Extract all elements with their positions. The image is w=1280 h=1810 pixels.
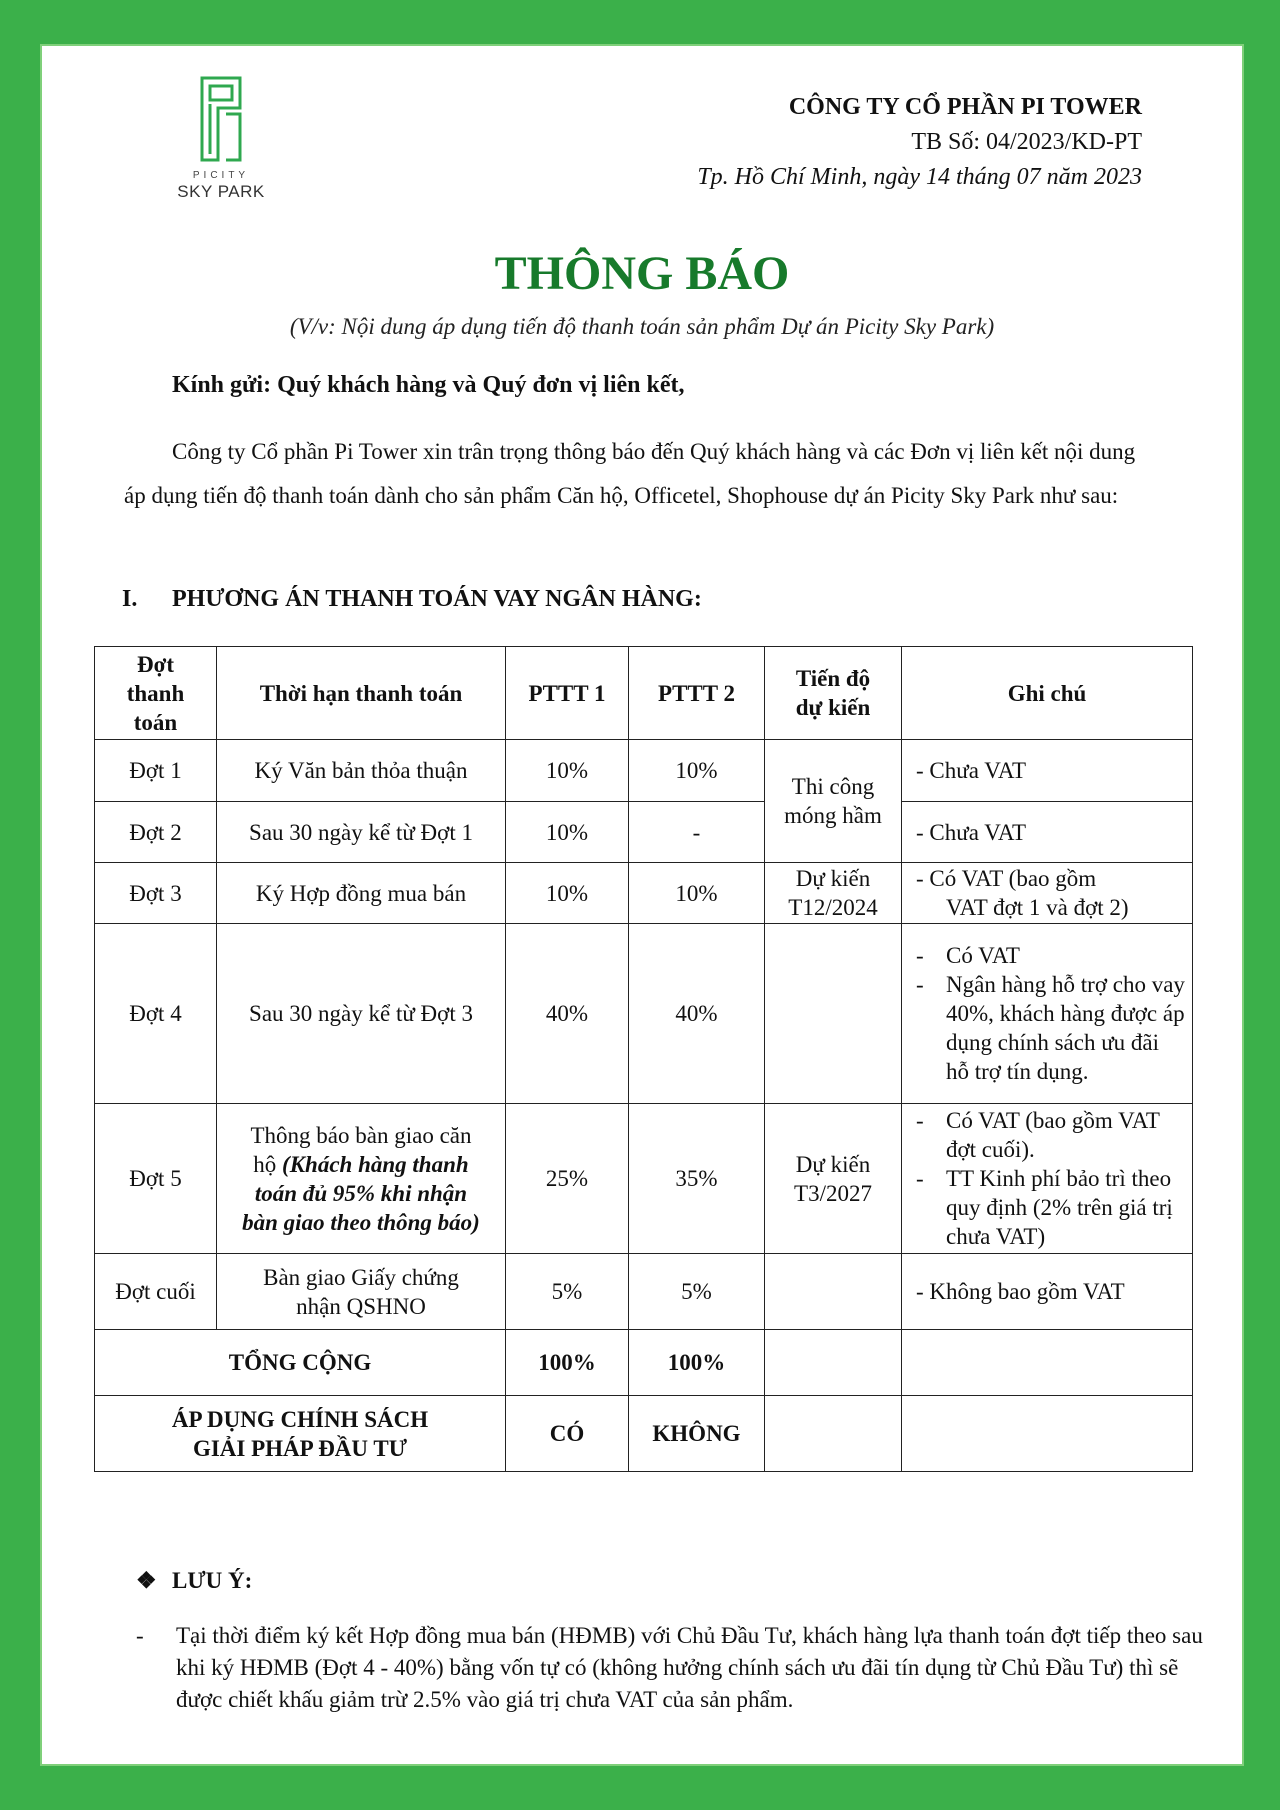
cell-phase: Đợt 3: [95, 863, 217, 924]
cell-progress: [765, 924, 902, 1104]
note-line: - Có VAT (bao gồm: [916, 866, 1097, 891]
cell-note: - Chưa VAT: [902, 802, 1193, 863]
policy-label: ÁP DỤNG CHÍNH SÁCH GIẢI PHÁP ĐẦU TƯ: [95, 1396, 506, 1472]
table-row: [95, 802, 1193, 863]
table-row: [95, 740, 1193, 802]
policy-pttt2: KHÔNG: [629, 1396, 765, 1472]
header-phase: Đợt thanh toán: [95, 647, 217, 740]
logo-brand-top: PICITY: [192, 170, 250, 181]
cell-note: [902, 863, 1193, 924]
dash-bullet-icon: -: [136, 1623, 144, 1648]
cell-pttt2: -: [629, 802, 765, 863]
total-pttt2: 100%: [629, 1330, 765, 1396]
cell-phase: Đợt 5: [95, 1104, 217, 1254]
cell-pttt2: 5%: [629, 1254, 765, 1330]
diamond-bullet-icon: ❖: [136, 1568, 157, 1593]
cell-note: - Không bao gồm VAT: [902, 1254, 1193, 1330]
table-row: [95, 863, 1193, 924]
table-header-row: [95, 647, 1193, 740]
cell-pttt1: 10%: [506, 802, 629, 863]
section-title: PHƯƠNG ÁN THANH TOÁN VAY NGÂN HÀNG:: [172, 586, 702, 612]
cell-empty: [902, 1396, 1193, 1472]
cell-empty: [765, 1330, 902, 1396]
cell-empty: [765, 1396, 902, 1472]
term-text: Thông báo bàn giao căn hộ: [250, 1122, 472, 1177]
header-progress: Tiến độ dự kiến: [765, 647, 902, 740]
logo-brand-bottom: SKY PARK: [177, 182, 265, 201]
cell-progress: [765, 1254, 902, 1330]
term-emphasis: (Khách hàng thanh toán đủ 95% khi nhận bàn giao theo thông báo): [242, 1151, 480, 1235]
cell-term: [217, 1104, 506, 1254]
total-label: TỔNG CỘNG: [95, 1330, 506, 1396]
table-row: [95, 924, 1193, 1104]
policy-row: [95, 1396, 1193, 1472]
cell-term: Ký Văn bản thỏa thuận: [217, 740, 506, 802]
payment-schedule-table: [94, 646, 1193, 1472]
cell-note: - Chưa VAT: [902, 740, 1193, 802]
salutation: Kính gửi: Quý khách hàng và Quý đơn vị liên kết,: [172, 372, 685, 398]
notes-item: [136, 1620, 1226, 1716]
note-item: - TT Kinh phí bảo trì theo quy định (2% trên giá trị chưa VAT): [916, 1164, 1186, 1251]
picity-sky-park-logo: [156, 74, 286, 202]
note-item: - Có VAT: [916, 941, 1186, 970]
section-number: I.: [122, 586, 138, 612]
document-page: [40, 44, 1244, 1766]
company-name: CÔNG TY CỔ PHẦN PI TOWER: [788, 94, 1142, 120]
policy-pttt1: CÓ: [506, 1396, 629, 1472]
intro-paragraph: Công ty Cổ phần Pi Tower xin trân trọng thông báo đến Quý khách hàng và các Đơn vị liên kết nội dung áp dụng tiến độ thanh toán dành cho sản phẩm Căn hộ, Officetel, Shophouse dự án Picity Sky Park như sau:: [124, 439, 1136, 508]
cell-phase: Đợt 2: [95, 802, 217, 863]
cell-term: Ký Hợp đồng mua bán: [217, 863, 506, 924]
note-item: - Ngân hàng hỗ trợ cho vay 40%, khách hàng được áp dụng chính sách ưu đãi hỗ trợ tín dụng.: [916, 970, 1186, 1086]
page-title: THÔNG BÁO: [494, 247, 790, 300]
header-pttt1: PTTT 1: [506, 647, 629, 740]
cell-empty: [902, 1330, 1193, 1396]
cell-progress-merged: Thi công móng hầm: [765, 740, 902, 863]
cell-progress: Dự kiến T3/2027: [765, 1104, 902, 1254]
note-list: [916, 941, 1186, 1086]
cell-pttt1: 40%: [506, 924, 629, 1104]
note-line: VAT đợt 1 và đợt 2): [946, 895, 1129, 920]
cell-term: Sau 30 ngày kể từ Đợt 1: [217, 802, 506, 863]
cell-term: Sau 30 ngày kể từ Đợt 3: [217, 924, 506, 1104]
note-list: [916, 1106, 1186, 1251]
cell-pttt1: 10%: [506, 740, 629, 802]
logo-mark-icon: [196, 74, 246, 164]
notes-heading-text: LƯU Ý:: [172, 1568, 253, 1593]
cell-pttt1: 5%: [506, 1254, 629, 1330]
cell-progress: Dự kiến T12/2024: [765, 863, 902, 924]
section-heading: [122, 586, 702, 613]
cell-pttt2: 10%: [629, 740, 765, 802]
header-block: [697, 90, 1142, 195]
cell-pttt2: 40%: [629, 924, 765, 1104]
notes-heading: [136, 1568, 252, 1594]
issue-date: Tp. Hồ Chí Minh, ngày 14 tháng 07 năm 2023: [697, 164, 1142, 190]
header-note: Ghi chú: [902, 647, 1193, 740]
cell-pttt1: 25%: [506, 1104, 629, 1254]
cell-note: [902, 1104, 1193, 1254]
cell-pttt2: 35%: [629, 1104, 765, 1254]
page-subtitle: (V/v: Nội dung áp dụng tiến độ thanh toán sản phẩm Dự án Picity Sky Park): [289, 314, 995, 339]
table-row: [95, 1104, 1193, 1254]
cell-pttt1: 10%: [506, 863, 629, 924]
cell-pttt2: 10%: [629, 863, 765, 924]
notes-item-text: Tại thời điểm ký kết Hợp đồng mua bán (HĐMB) với Chủ Đầu Tư, khách hàng lựa thanh toán đợt tiếp theo sau khi ký HĐMB (Đợt 4 - 40%) bằng vốn tự có (không hưởng chính sách ưu đãi tín dụng từ Chủ Đầu Tư) thì sẽ được chiết khấu giảm trừ 2.5% vào giá trị chưa VAT của sản phẩm.: [176, 1623, 1203, 1712]
reference-number: TB Số: 04/2023/KD-PT: [911, 129, 1142, 155]
table-row: [95, 1254, 1193, 1330]
cell-phase: Đợt 1: [95, 740, 217, 802]
cell-phase: Đợt cuối: [95, 1254, 217, 1330]
cell-phase: Đợt 4: [95, 924, 217, 1104]
note-item: - Có VAT (bao gồm VAT đợt cuối).: [916, 1106, 1186, 1164]
cell-term: Bàn giao Giấy chứng nhận QSHNO: [217, 1254, 506, 1330]
total-row: [95, 1330, 1193, 1396]
header-pttt2: PTTT 2: [629, 647, 765, 740]
header-term: Thời hạn thanh toán: [217, 647, 506, 740]
cell-note: [902, 924, 1193, 1104]
total-pttt1: 100%: [506, 1330, 629, 1396]
